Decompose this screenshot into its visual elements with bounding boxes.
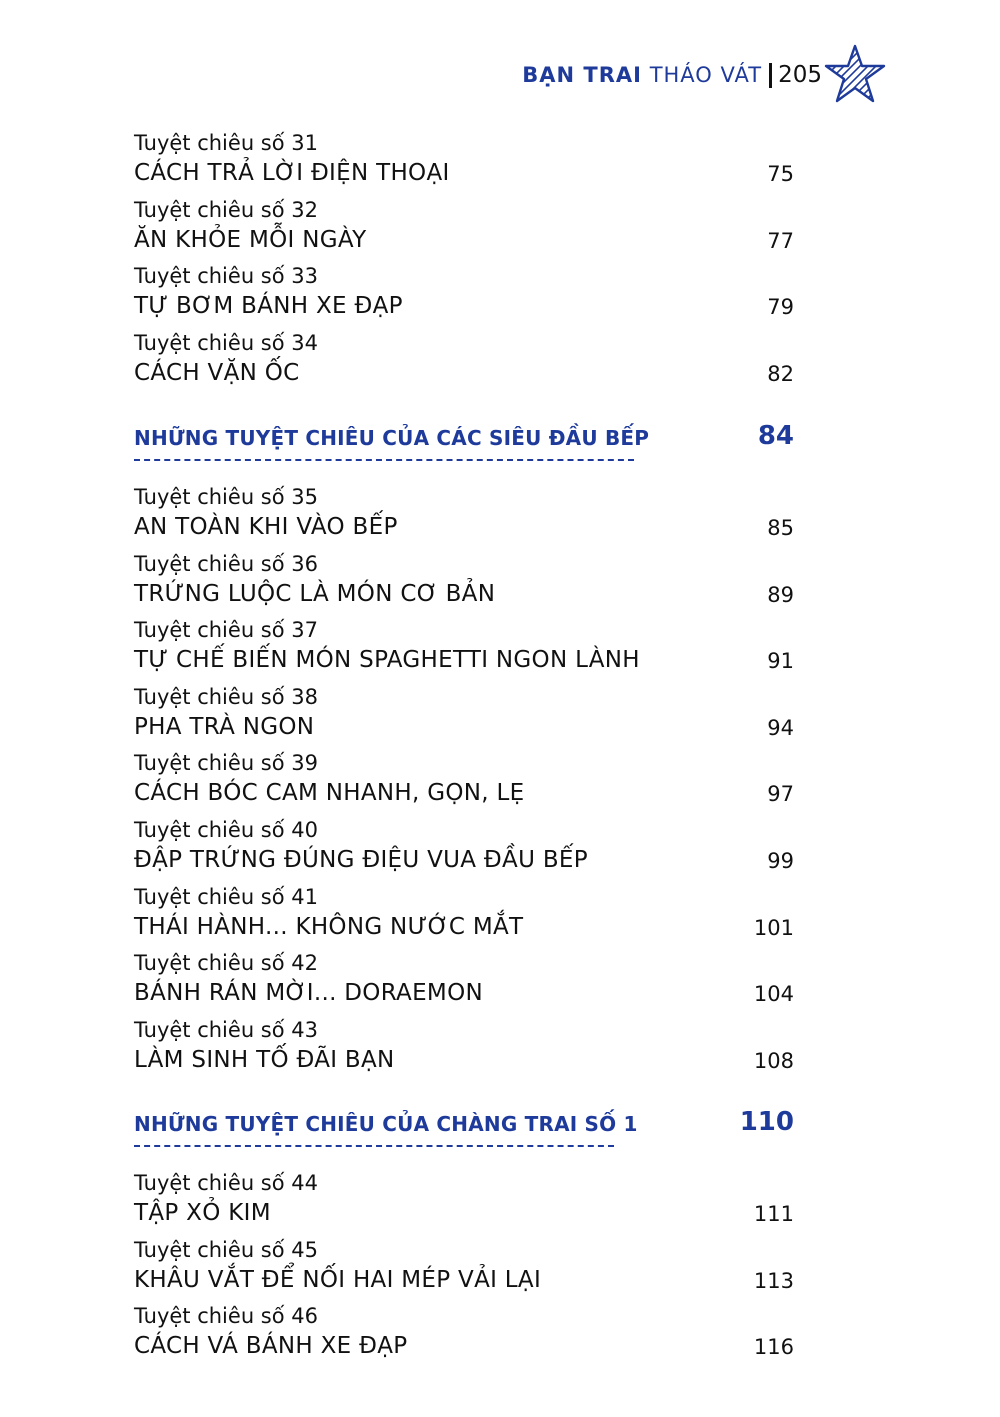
entry-title: THÁI HÀNH... KHÔNG NƯỚC MẮT — [134, 913, 524, 940]
book-title-light: THÁO VÁT — [649, 63, 763, 87]
entry-title: TRỨNG LUỘC LÀ MÓN CƠ BẢN — [134, 580, 496, 607]
section-heading-number-one[interactable] — [134, 1109, 794, 1153]
entry-title: AN TOÀN KHI VÀO BẾP — [134, 514, 398, 540]
entry-page: 99 — [767, 848, 794, 873]
toc-entry[interactable] — [134, 130, 794, 197]
toc-entry[interactable] — [134, 263, 794, 330]
toc-entry[interactable] — [134, 950, 794, 1017]
section-page: 110 — [739, 1107, 794, 1137]
entry-number: Tuyệt chiêu số 46 — [134, 1304, 318, 1329]
dashed-underline — [134, 1145, 614, 1147]
entry-number: Tuyệt chiêu số 32 — [134, 197, 318, 222]
toc-group-1 — [134, 130, 794, 396]
star-icon — [824, 44, 886, 104]
entry-page: 89 — [767, 582, 794, 607]
toc-entry[interactable] — [134, 750, 794, 817]
entry-page: 108 — [753, 1048, 794, 1073]
entry-page: 111 — [753, 1202, 794, 1226]
entry-page: 97 — [767, 782, 794, 807]
toc-entry[interactable] — [134, 484, 794, 551]
toc-entry[interactable] — [134, 1303, 794, 1370]
entry-title: LÀM SINH TỐ ĐÃI BẠN — [134, 1046, 395, 1073]
entry-page: 85 — [767, 516, 794, 540]
entry-number: Tuyệt chiêu số 33 — [134, 264, 318, 289]
entry-page: 104 — [753, 982, 794, 1007]
toc-group-2 — [134, 484, 794, 1083]
header-divider — [769, 63, 772, 88]
entry-title: TỰ BƠM BÁNH XE ĐẠP — [134, 293, 403, 320]
toc-entry[interactable] — [134, 884, 794, 951]
entry-title: CÁCH TRẢ LỜI ĐIỆN THOẠI — [134, 160, 450, 186]
toc-entry[interactable] — [134, 551, 794, 618]
book-title-bold: BẠN TRAI — [522, 63, 642, 87]
entry-title: ĐẬP TRỨNG ĐÚNG ĐIỆU VUA ĐẦU BẾP — [134, 846, 588, 873]
toc-entry[interactable] — [134, 197, 794, 264]
section-heading-chefs[interactable] — [134, 423, 794, 467]
entry-page: 101 — [753, 915, 794, 940]
page-number: 205 — [778, 62, 822, 88]
entry-page: 79 — [767, 295, 794, 320]
entry-title: ĂN KHỎE MỖI NGÀY — [134, 226, 367, 253]
toc-group-3 — [134, 1170, 794, 1370]
entry-number: Tuyệt chiêu số 38 — [134, 684, 318, 709]
entry-number: Tuyệt chiêu số 37 — [134, 618, 318, 643]
section-page: 84 — [757, 421, 794, 451]
toc-entry[interactable] — [134, 684, 794, 751]
entry-number: Tuyệt chiêu số 44 — [134, 1171, 318, 1195]
entry-number: Tuyệt chiêu số 31 — [134, 131, 318, 155]
entry-number: Tuyệt chiêu số 34 — [134, 330, 318, 355]
book-title — [522, 63, 762, 87]
entry-page: 75 — [767, 162, 794, 186]
entry-number: Tuyệt chiêu số 43 — [134, 1017, 318, 1042]
toc-entry[interactable] — [134, 330, 794, 397]
toc-entry[interactable] — [134, 817, 794, 884]
entry-page: 91 — [767, 649, 794, 674]
section-title: NHỮNG TUYỆT CHIÊU CỦA CHÀNG TRAI SỐ 1 — [134, 1112, 638, 1136]
running-head — [522, 62, 822, 88]
entry-title: PHA TRÀ NGON — [134, 713, 315, 740]
entry-page: 77 — [767, 228, 794, 253]
section-title: NHỮNG TUYỆT CHIÊU CỦA CÁC SIÊU ĐẦU BẾP — [134, 426, 650, 450]
entry-title: CÁCH BÓC CAM NHANH, GỌN, LẸ — [134, 780, 525, 807]
entry-page: 116 — [753, 1335, 794, 1360]
toc-entry[interactable] — [134, 1170, 794, 1237]
entry-page: 94 — [767, 715, 794, 740]
entry-number: Tuyệt chiêu số 41 — [134, 884, 318, 909]
entry-page: 82 — [767, 361, 794, 386]
entry-number: Tuyệt chiêu số 42 — [134, 951, 318, 976]
entry-number: Tuyệt chiêu số 39 — [134, 751, 318, 776]
entry-title: BÁNH RÁN MỜI... DORAEMON — [134, 980, 483, 1007]
entry-title: CÁCH VÁ BÁNH XE ĐẠP — [134, 1333, 408, 1360]
entry-title: TẬP XỎ KIM — [134, 1200, 271, 1226]
entry-number: Tuyệt chiêu số 45 — [134, 1237, 318, 1262]
toc-entry[interactable] — [134, 1017, 794, 1084]
toc-entry[interactable] — [134, 1237, 794, 1304]
dashed-underline — [134, 459, 634, 461]
entry-number: Tuyệt chiêu số 35 — [134, 485, 318, 509]
toc-entry[interactable] — [134, 617, 794, 684]
entry-title: TỰ CHẾ BIẾN MÓN SPAGHETTI NGON LÀNH — [134, 647, 640, 674]
entry-page: 113 — [753, 1268, 794, 1293]
entry-title: KHÂU VẮT ĐỂ NỐI HAI MÉP VẢI LẠI — [134, 1266, 542, 1293]
entry-title: CÁCH VẶN ỐC — [134, 359, 300, 386]
entry-number: Tuyệt chiêu số 40 — [134, 817, 318, 842]
entry-number: Tuyệt chiêu số 36 — [134, 551, 318, 576]
